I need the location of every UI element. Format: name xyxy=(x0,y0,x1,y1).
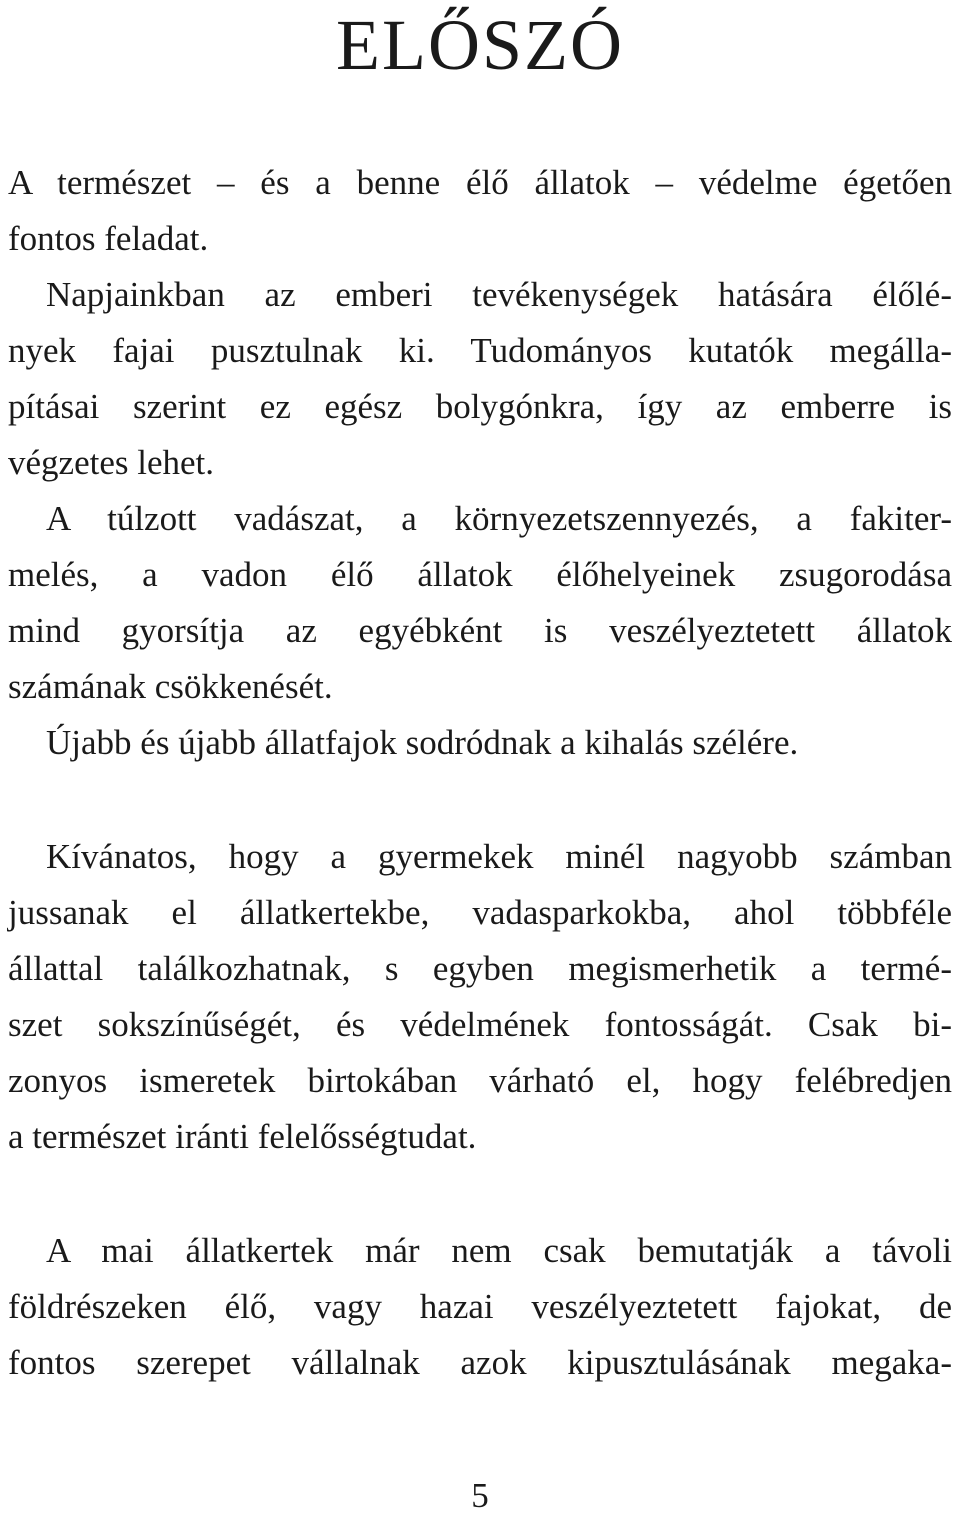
page-number: 5 xyxy=(471,1476,489,1515)
text-line: A természet – és a benne élő állatok – védelme égetően xyxy=(8,163,952,202)
page-title: ELŐSZÓ xyxy=(336,5,624,85)
text-line: zonyos ismeretek birtokában várható el, hogy felébredjen xyxy=(8,1061,952,1100)
text-line: mind gyorsítja az egyébként is veszélyeztetett állatok xyxy=(8,611,952,650)
text-line: melés, a vadon élő állatok élőhelyeinek zsugorodása xyxy=(8,555,952,594)
text-line: szet sokszínűségét, és védelmének fontosságát. Csak bi- xyxy=(8,1005,952,1044)
text-line: Újabb és újabb állatfajok sodródnak a kihalás szélére. xyxy=(46,723,799,762)
text-line: pításai szerint ez egész bolygónkra, így az emberre is xyxy=(8,387,952,426)
text-line: jussanak el állatkertekbe, vadasparkokba, ahol többféle xyxy=(8,893,952,932)
text-line: fontos feladat. xyxy=(8,219,209,258)
text-line: nyek fajai pusztulnak ki. Tudományos kutatók megálla- xyxy=(8,331,952,370)
text-line: számának csökkenését. xyxy=(8,667,333,706)
text-line: végzetes lehet. xyxy=(8,443,215,482)
text-line: Kívánatos, hogy a gyermekek minél nagyobb számban xyxy=(46,837,952,876)
text-line: a természet iránti felelősségtudat. xyxy=(8,1117,477,1156)
text-line: állattal találkozhatnak, s egyben megismerhetik a termé- xyxy=(8,949,952,988)
text-line: földrészeken élő, vagy hazai veszélyeztetett fajokat, de xyxy=(8,1287,952,1326)
text-line: A túlzott vadászat, a környezetszennyezés, a fakiter- xyxy=(46,499,952,538)
text-line: A mai állatkertek már nem csak bemutatják a távoli xyxy=(46,1231,952,1270)
text-line: Napjainkban az emberi tevékenységek hatására élőlé- xyxy=(46,275,952,314)
text-line: fontos szerepet vállalnak azok kipusztulásának megaka- xyxy=(8,1343,952,1382)
